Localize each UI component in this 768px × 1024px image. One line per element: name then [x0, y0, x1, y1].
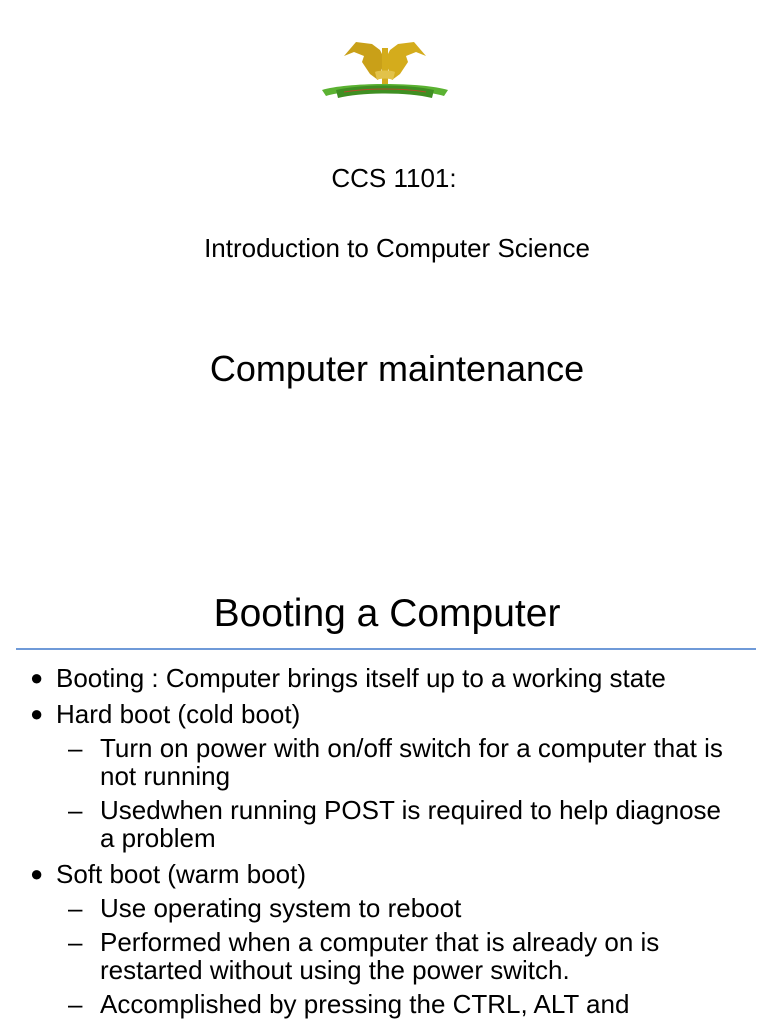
sub-bullet-text: Accomplished by pressing the CTRL, ALT and [100, 989, 630, 1019]
course-code: CCS 1101: [331, 163, 457, 193]
topic-title: Computer maintenance [209, 348, 585, 389]
bullet-text: : Computer brings itself up to a working state [144, 663, 666, 693]
dash-icon: – [68, 795, 83, 825]
sub-bullet-item [0, 796, 728, 852]
sub-bullet-text: Usedwhen running POST is required to help diagnose a problem [100, 795, 722, 853]
sub-bullet-item [0, 734, 728, 790]
bullet-term: Booting [56, 663, 145, 693]
dash-icon: – [68, 733, 83, 763]
sub-bullet-item [0, 990, 728, 1018]
bullet-item [0, 700, 728, 728]
sub-bullet-text: Turn on power with on/off switch for a computer that is not running [100, 733, 723, 791]
dash-icon: – [68, 927, 83, 957]
course-title: Introduction to Computer Science [204, 233, 590, 263]
bullet-item [0, 664, 728, 692]
sub-bullet-text: Performed when a computer that is already on is restarted without using the power switch. [100, 927, 660, 985]
sub-bullet-text: Use operating system to reboot [100, 893, 462, 923]
sub-bullet-item [0, 928, 728, 984]
bullet-dot-icon: ● [30, 665, 44, 690]
dash-icon: – [68, 893, 83, 923]
bullet-dot-icon: ● [30, 701, 44, 726]
dash-icon: – [68, 989, 83, 1019]
university-logo [318, 40, 452, 106]
title-divider [16, 648, 756, 650]
bullet-list [0, 664, 768, 1018]
bullet-text: Soft boot (warm boot) [56, 859, 306, 889]
bullet-item [0, 860, 728, 888]
sub-bullet-item [0, 894, 728, 922]
slide-title: Booting a Computer [213, 592, 561, 635]
bullet-text: Hard boot (cold boot) [56, 699, 301, 729]
bullet-dot-icon: ● [30, 861, 44, 886]
